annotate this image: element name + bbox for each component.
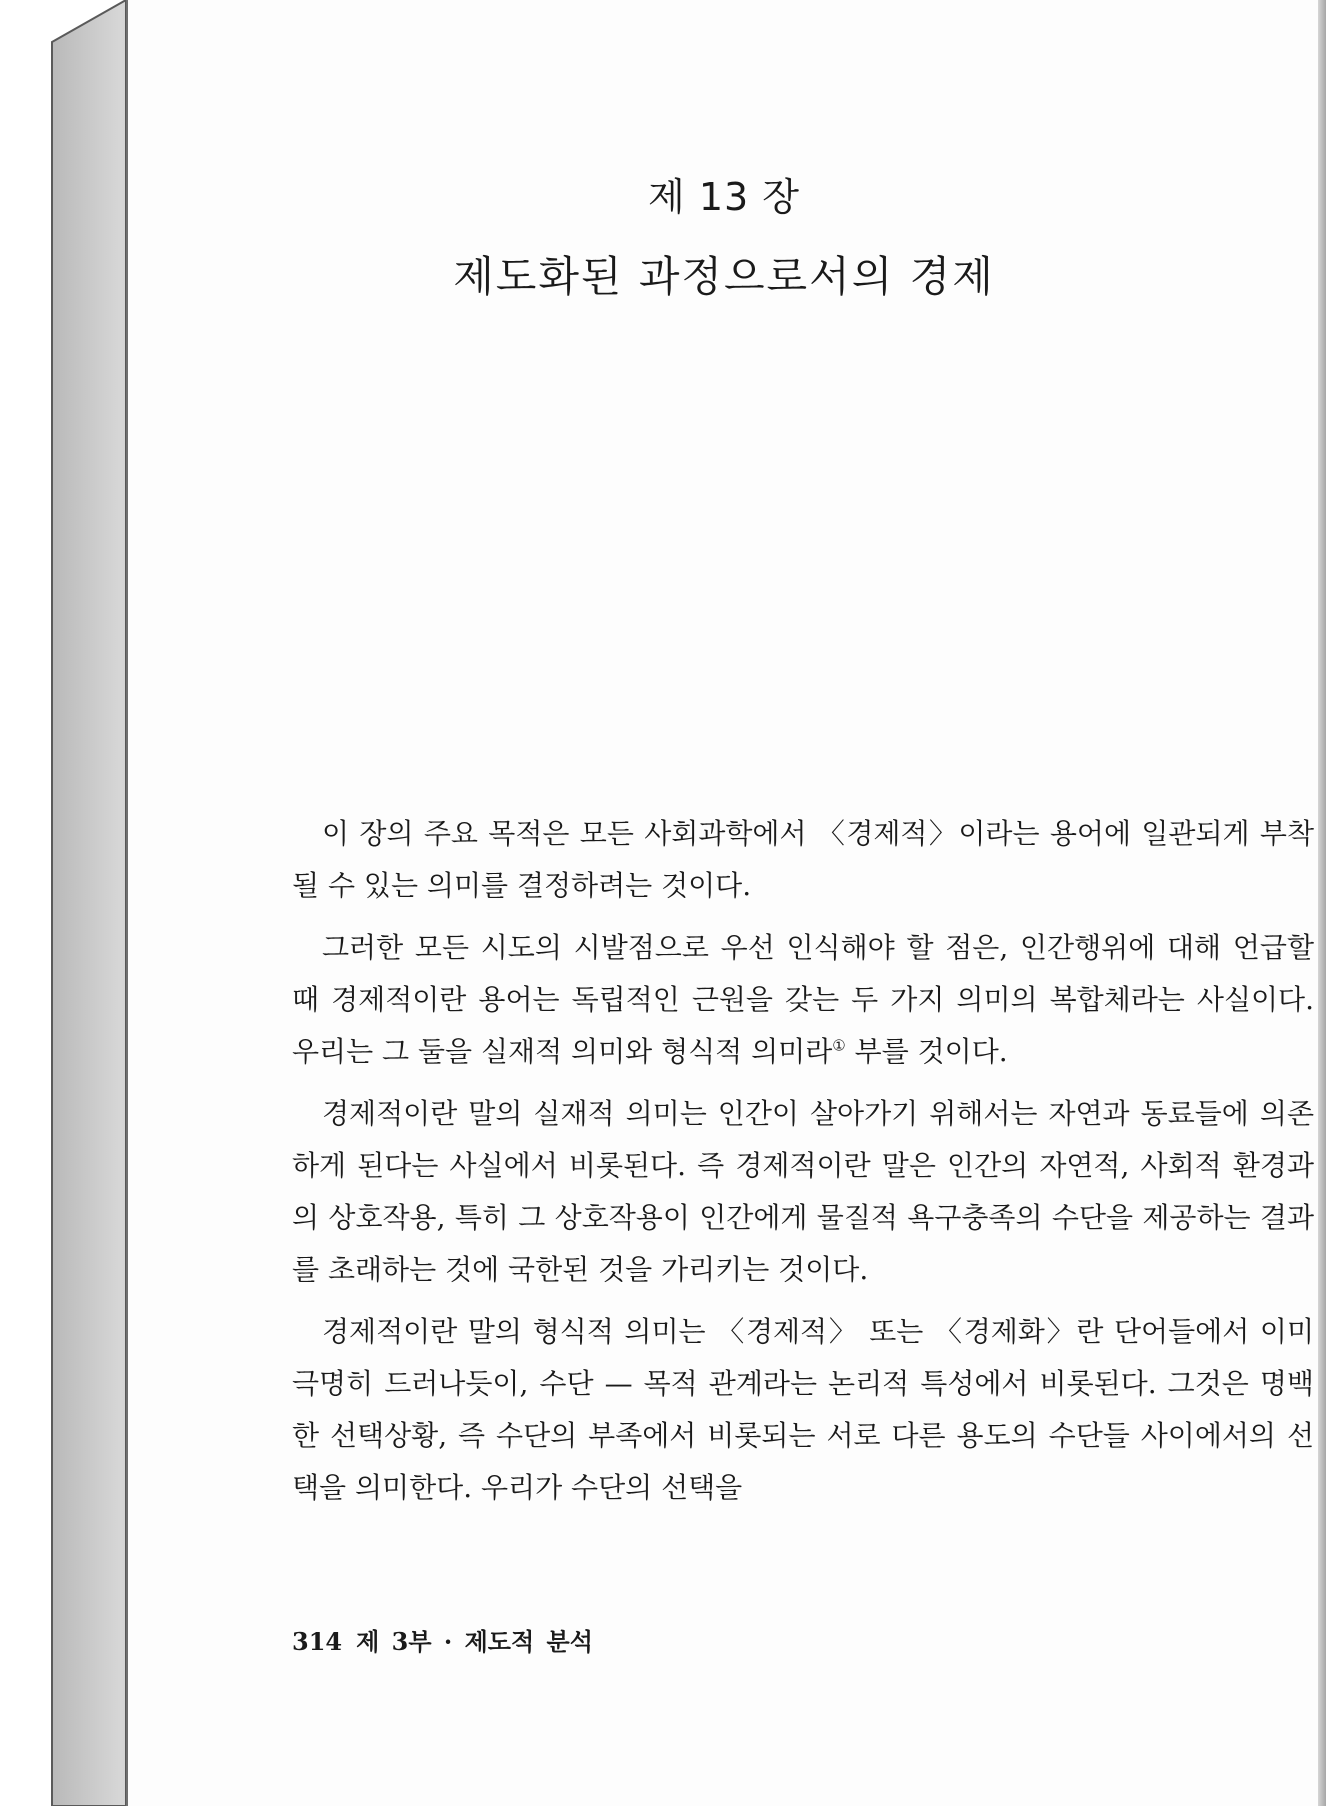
- page-number: 314: [292, 1627, 343, 1656]
- paragraph-4: 경제적이란 말의 형식적 의미는 〈경제적〉 또는 〈경제화〉란 단어들에서 이미 극명히 드러나듯이, 수단 — 목적 관계라는 논리적 특성에서 비롯된다. 그것은 명백한 선택상황, 즉 수단의 부족에서 비롯되는 서로 다른 용도의 수단들 사이에서의 선택을 의미한다. 우리가 수단의 선택을: [292, 1315, 1314, 1504]
- page-footer: [292, 1622, 593, 1657]
- footnote-marker: ①: [832, 1036, 846, 1055]
- book-page: [126, 0, 1320, 1806]
- paragraph-2-tail: 부를 것이다.: [854, 1035, 1008, 1068]
- running-head: 제 3부 · 제도적 분석: [356, 1627, 593, 1656]
- chapter-title: 제도화된 과정으로서의 경제: [453, 252, 995, 301]
- body-text: [292, 808, 1314, 1524]
- chapter-number: 제 13 장: [648, 175, 800, 219]
- paragraph-2: [292, 922, 1314, 1078]
- paragraph-1: 이 장의 주요 목적은 모든 사회과학에서 〈경제적〉이라는 용어에 일관되게 부착될 수 있는 의미를 결정하려는 것이다.: [292, 817, 1314, 902]
- paragraph-2-text: 그러한 모든 시도의 시발점으로 우선 인식해야 할 점은, 인간행위에 대해 언급할 때 경제적이란 용어는 독립적인 근원을 갖는 두 가지 의미의 복합체라는 사실이다. 우리는 그 둘을 실재적 의미와 형식적 의미라: [292, 931, 1314, 1068]
- paragraph-3: 경제적이란 말의 실재적 의미는 인간이 살아가기 위해서는 자연과 동료들에 의존하게 된다는 사실에서 비롯된다. 즉 경제적이란 말은 인간의 자연적, 사회적 환경과의 상호작용, 특히 그 상호작용이 인간에게 물질적 욕구충족의 수단을 제공하는 결과를 초래하는 것에 국한된 것을 가리키는 것이다.: [292, 1097, 1314, 1286]
